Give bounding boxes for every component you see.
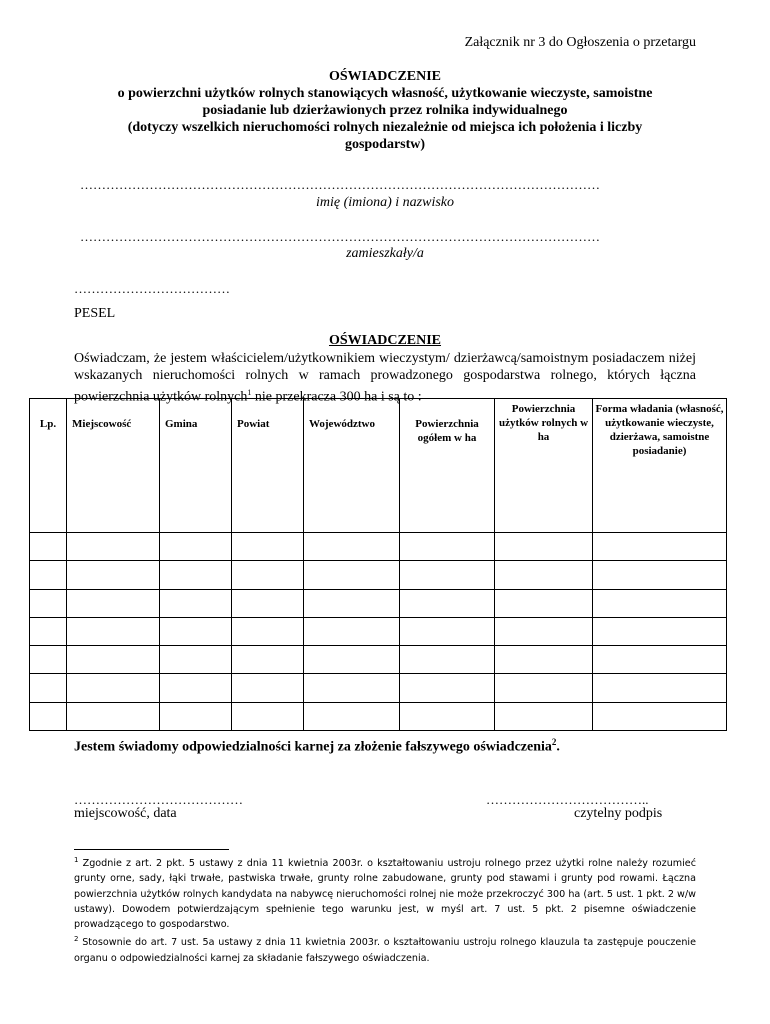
table-cell[interactable] [400,533,495,561]
table-cell[interactable] [160,702,232,730]
table-row [30,674,727,702]
col-header-miejscowosc: Miejscowość [67,399,160,533]
signature-label: czytelny podpis [574,806,663,821]
table-cell[interactable] [593,674,727,702]
table-cell[interactable] [30,561,67,589]
footnote-2-text: Stosownie do art. 7 ust. 5a ustawy z dnia 11 kwietnia 2003r. o kształtowaniu ustroju rolnego klauzula ta zastępuje pouczenie organu o odpowiedzialności karnej za składanie fałszywego oświadczenia. [74,937,696,964]
table-cell[interactable] [593,589,727,617]
annex-note: Załącznik nr 3 do Ogłoszenia o przetargu [464,35,696,50]
pesel-label: PESEL [74,306,116,321]
address-caption: zamieszkały/a [346,246,424,261]
place-date-field[interactable]: ………………………………… [74,792,243,807]
col-header-powiat: Powiat [232,399,304,533]
table-body [30,533,727,731]
table-cell[interactable] [160,617,232,645]
table-cell[interactable] [400,646,495,674]
table-cell[interactable] [304,674,400,702]
table-cell[interactable] [495,617,593,645]
table-cell[interactable] [67,617,160,645]
table-cell[interactable] [30,533,67,561]
land-table [29,398,727,731]
title-line: posiadanie lub dzierżawionych przez rolnika indywidualnego [202,103,568,118]
awareness-text: Jestem świadomy odpowiedzialności karnej za złożenie fałszywego oświadczenia [74,739,552,755]
table-cell[interactable] [67,561,160,589]
footnote-ref-1: 1 [247,388,252,397]
declaration-title: OŚWIADCZENIE [328,333,442,348]
table-row [30,646,727,674]
table-cell[interactable] [30,646,67,674]
table-cell[interactable] [232,561,304,589]
title-line: o powierzchni użytków rolnych stanowiących własność, użytkowanie wieczyste, samoistne [117,86,653,101]
table-cell[interactable] [495,646,593,674]
footnote-1-text: Zgodnie z art. 2 pkt. 5 ustawy z dnia 11 kwietnia 2003r. o kształtowaniu ustroju rolnego przez użytki rolne należy rozumieć grunty orne, sady, łąki trwałe, pastwiska trwałe, grunty rolne zabudowane, grunty pod stawami i grunty pod rowami. Łączna powierzchnia użytków rolnych kandydata na nabywcę nieruchomości rolnej nie może przekroczyć 300 ha (art. 5 ust. 1 pkt. 2 w/w ustawy). Dowodem potwierdzającym spełnienie tego warunku jest, w myśl art. 7 ust. 5 pkt. 2 pisemne oświadczenie prowadzącego to gospodarstwo. [74,858,696,930]
table-cell[interactable] [593,561,727,589]
table-cell[interactable] [495,674,593,702]
table-header-row [30,399,727,533]
title-line: (dotyczy wszelkich nieruchomości rolnych niezależnie od miejsca ich położenia i liczby [127,120,643,135]
table-cell[interactable] [232,617,304,645]
table-cell[interactable] [67,533,160,561]
table-cell[interactable] [304,646,400,674]
table-cell[interactable] [400,561,495,589]
footnote-2 [74,932,696,966]
table-cell[interactable] [495,561,593,589]
address-dots-field[interactable]: ………………………………………………………………………………………………………… [80,229,600,244]
table-cell[interactable] [400,674,495,702]
col-header-wojewodztwo: Województwo [304,399,400,533]
table-cell[interactable] [30,617,67,645]
signature-field[interactable]: ……………………………….. [486,792,649,807]
table-cell[interactable] [304,702,400,730]
name-caption: imię (imiona) i nazwisko [315,195,455,210]
table-row [30,561,727,589]
table-cell[interactable] [160,533,232,561]
table-cell[interactable] [232,702,304,730]
table-cell[interactable] [304,561,400,589]
footnote-2-mark: 2 [74,935,79,944]
table-cell[interactable] [160,561,232,589]
table-cell[interactable] [304,533,400,561]
table-cell[interactable] [304,589,400,617]
col-header-powierzchnia-uzytkow: Powierzchnia użytków rolnych w ha [495,399,593,533]
footnote-ref-2: 2 [551,737,557,747]
table-cell[interactable] [304,617,400,645]
title-main: OŚWIADCZENIE [328,69,442,84]
col-header-lp: Lp. [30,399,67,533]
table-cell[interactable] [593,702,727,730]
footnote-1-mark: 1 [74,856,79,864]
table-row [30,533,727,561]
table-cell[interactable] [30,702,67,730]
table-row [30,702,727,730]
table-cell[interactable] [160,646,232,674]
title-line: gospodarstw) [344,137,426,152]
table-cell[interactable] [30,589,67,617]
document-title [74,68,696,153]
table-cell[interactable] [67,589,160,617]
table-cell[interactable] [67,702,160,730]
awareness-end: . [556,739,560,755]
table-cell[interactable] [232,674,304,702]
footnote-separator [74,849,229,850]
col-header-forma-wladania: Forma władania (własność, użytkowanie wieczyste, dzierżawa, samoistne posiadanie) [593,399,727,533]
col-header-gmina: Gmina [160,399,232,533]
table-cell[interactable] [400,702,495,730]
table-row [30,589,727,617]
declaration-text-end: nie przekracza 300 ha i są to : [251,389,422,405]
table-cell[interactable] [593,533,727,561]
col-header-powierzchnia-ogolem: Powierzchnia ogółem w ha [400,399,495,533]
table-cell[interactable] [232,589,304,617]
table-row [30,617,727,645]
table-cell[interactable] [67,674,160,702]
awareness-statement [74,737,560,756]
table-cell[interactable] [593,617,727,645]
table-cell[interactable] [160,674,232,702]
table-cell[interactable] [67,646,160,674]
pesel-dots-field[interactable]: ……………………………… [74,281,230,296]
table-cell[interactable] [495,702,593,730]
table-cell[interactable] [495,533,593,561]
table-cell[interactable] [160,589,232,617]
table-cell[interactable] [400,589,495,617]
table-cell[interactable] [495,589,593,617]
table-cell[interactable] [400,617,495,645]
table-cell[interactable] [232,533,304,561]
place-date-label: miejscowość, data [74,806,177,821]
footnote-1 [74,853,696,932]
name-dots-field[interactable]: ………………………………………………………………………………………………………… [80,177,600,192]
table-cell[interactable] [593,646,727,674]
table-cell[interactable] [30,674,67,702]
table-cell[interactable] [232,646,304,674]
footnotes [74,853,696,966]
declaration-text-main: Oświadczam, że jestem właścicielem/użytkownikiem wieczystym/ dzierżawcą/samoistnym posiadaczem niżej wskazanych nieruchomości rolnych w ramach prowadzonego gospodarstwa rolnego, których łączna powierzchnia użytków rolnych [74,351,696,405]
